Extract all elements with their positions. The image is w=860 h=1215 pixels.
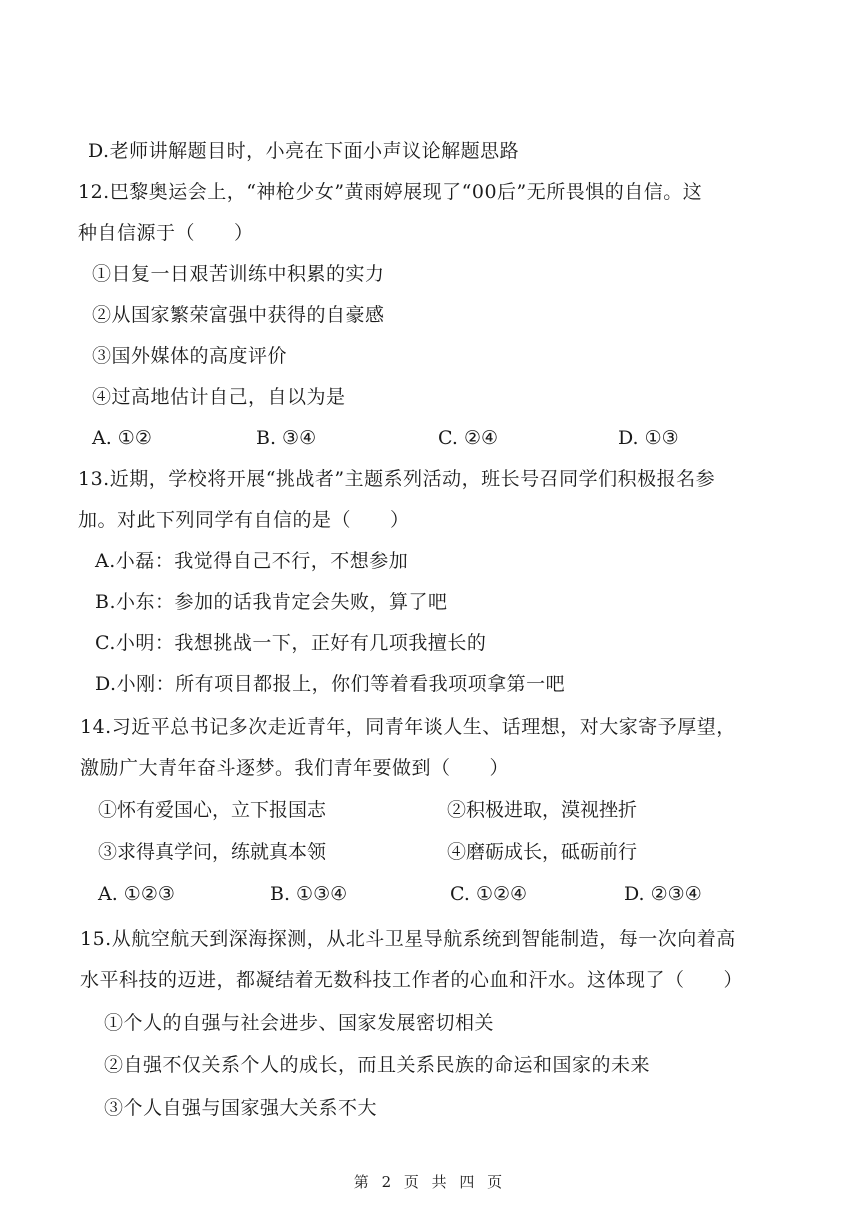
q12-stem-line2: 种自信源于（ ） — [78, 222, 254, 244]
q12-choice-c: C. ②④ — [438, 427, 499, 449]
q12-item-1: ①日复一日艰苦训练中积累的实力 — [92, 263, 385, 285]
q13-option-d: D.小刚：所有项目都报上，你们等着看我项项拿第一吧 — [95, 673, 566, 695]
q15-stem-line2: 水平科技的迈进，都凝结着无数科技工作者的心血和汗水。这体现了（ ） — [80, 969, 744, 991]
q14-stem-line2: 激励广大青年奋斗逐梦。我们青年要做到（ ） — [80, 757, 510, 779]
q14-item-2: ②积极进取，漠视挫折 — [447, 799, 638, 821]
q15-item-2: ②自强不仅关系个人的成长，而且关系民族的命运和国家的未来 — [104, 1054, 651, 1076]
q15-item-1: ①个人的自强与社会进步、国家发展密切相关 — [104, 1012, 495, 1034]
q13-option-b: B.小东：参加的话我肯定会失败，算了吧 — [95, 591, 448, 613]
q12-item-4: ④过高地估计自己，自以为是 — [92, 386, 346, 408]
q15-item-3: ③个人自强与国家强大关系不大 — [104, 1097, 378, 1119]
q15-stem-line1: 15.从航空航天到深海探测，从北斗卫星导航系统到智能制造，每一次向着高 — [80, 928, 736, 950]
q12-choice-a: A. ①② — [92, 427, 152, 449]
q13-option-a: A.小磊：我觉得自己不行，不想参加 — [95, 550, 409, 572]
q12-item-2: ②从国家繁荣富强中获得的自豪感 — [92, 304, 385, 326]
q13-option-c: C.小明：我想挑战一下，正好有几项我擅长的 — [95, 632, 487, 654]
q14-item-4: ④磨砺成长，砥砺前行 — [447, 841, 638, 863]
q13-stem-line2: 加。对此下列同学有自信的是（ ） — [78, 509, 410, 531]
q14-stem-line1: 14.习近平总书记多次走近青年，同青年谈人生、话理想，对大家寄予厚望， — [80, 716, 736, 738]
q14-item-3: ③求得真学问，练就真本领 — [98, 841, 327, 863]
q12-stem-line1: 12.巴黎奥运会上，“神枪少女”黄雨婷展现了“00后”无所畏惧的自信。这 — [78, 181, 703, 203]
q13-stem-line1: 13.近期，学校将开展“挑战者”主题系列活动，班长号召同学们积极报名参 — [78, 468, 716, 490]
q12-choice-b: B. ③④ — [256, 427, 317, 449]
q12-choice-d: D. ①③ — [618, 427, 679, 449]
q14-item-1: ①怀有爱国心，立下报国志 — [98, 799, 327, 821]
page-number-footer: 第 2 页 共 四 页 — [353, 1173, 507, 1191]
q14-choice-b: B. ①③④ — [270, 883, 348, 905]
q14-choice-a: A. ①②③ — [98, 883, 175, 905]
q12-item-3: ③国外媒体的高度评价 — [92, 345, 288, 367]
q11-option-d: D.老师讲解题目时，小亮在下面小声议论解题思路 — [88, 140, 520, 162]
q14-choice-c: C. ①②④ — [450, 883, 528, 905]
q14-choice-d: D. ②③④ — [624, 883, 702, 905]
